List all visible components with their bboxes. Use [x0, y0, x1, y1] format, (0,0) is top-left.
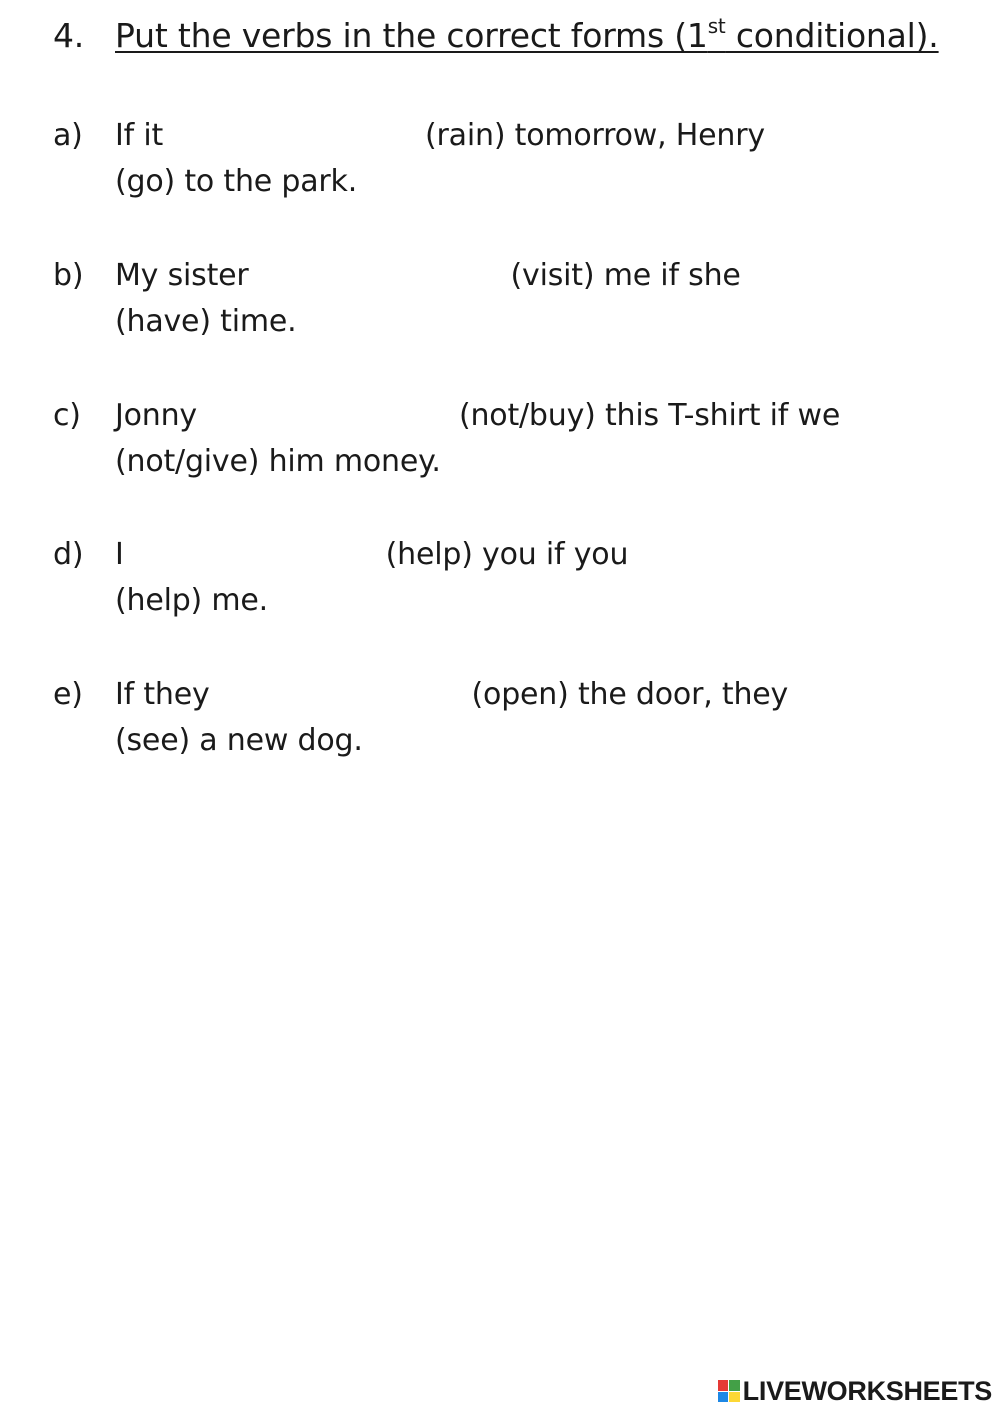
instruction-prefix: Put the verbs in the correct forms (1 — [115, 16, 708, 55]
item-text-after-blank: (help) you if you — [385, 537, 629, 572]
item-text-before-blank: I — [115, 537, 124, 572]
item-text-before-blank: Jonny — [115, 398, 197, 433]
item-text-after-blank: (open) the door, they — [471, 677, 789, 712]
exercise-number: 4. — [53, 16, 85, 55]
logo-square-icon — [729, 1380, 740, 1391]
item-text-second-line: (go) to the park. — [115, 164, 358, 199]
logo-square-icon — [729, 1392, 740, 1403]
item-line-2 — [115, 718, 363, 764]
item-line-2 — [115, 439, 441, 485]
logo-square-icon — [718, 1380, 729, 1391]
item-letter: d) — [53, 537, 84, 572]
item-text-after-blank: (rain) tomorrow, Henry — [425, 118, 765, 153]
item-letter: e) — [53, 677, 83, 712]
logo-grid-icon — [718, 1380, 740, 1402]
item-text-after-blank: (visit) me if she — [510, 258, 741, 293]
item-line-1 — [115, 253, 741, 299]
item-line-2 — [115, 578, 268, 624]
item-text-before-blank: If it — [115, 118, 164, 153]
item-text-second-line: (have) time. — [115, 304, 297, 339]
item-text-second-line: (not/give) him money. — [115, 444, 441, 479]
item-line-1 — [115, 393, 840, 439]
item-letter: a) — [53, 118, 83, 153]
item-text-second-line: (help) me. — [115, 583, 269, 618]
item-letter: c) — [53, 398, 81, 433]
item-text-second-line: (see) a new dog. — [115, 723, 363, 758]
item-text-before-blank: My sister — [115, 258, 249, 293]
instruction-superscript: st — [707, 14, 726, 38]
item-letter: b) — [53, 258, 84, 293]
item-line-1 — [115, 532, 628, 578]
liveworksheets-logo — [718, 1377, 992, 1405]
logo-text: LIVEWORKSHEETS — [742, 1375, 992, 1406]
item-line-1 — [115, 113, 765, 159]
item-line-2 — [115, 159, 357, 205]
exercise-instruction — [115, 16, 939, 55]
exercise-heading — [53, 14, 939, 58]
item-text-before-blank: If they — [115, 677, 210, 712]
logo-square-icon — [718, 1392, 729, 1403]
item-text-after-blank: (not/buy) this T-shirt if we — [458, 398, 841, 433]
item-line-2 — [115, 299, 296, 345]
instruction-suffix: conditional). — [725, 16, 939, 55]
item-line-1 — [115, 672, 788, 718]
